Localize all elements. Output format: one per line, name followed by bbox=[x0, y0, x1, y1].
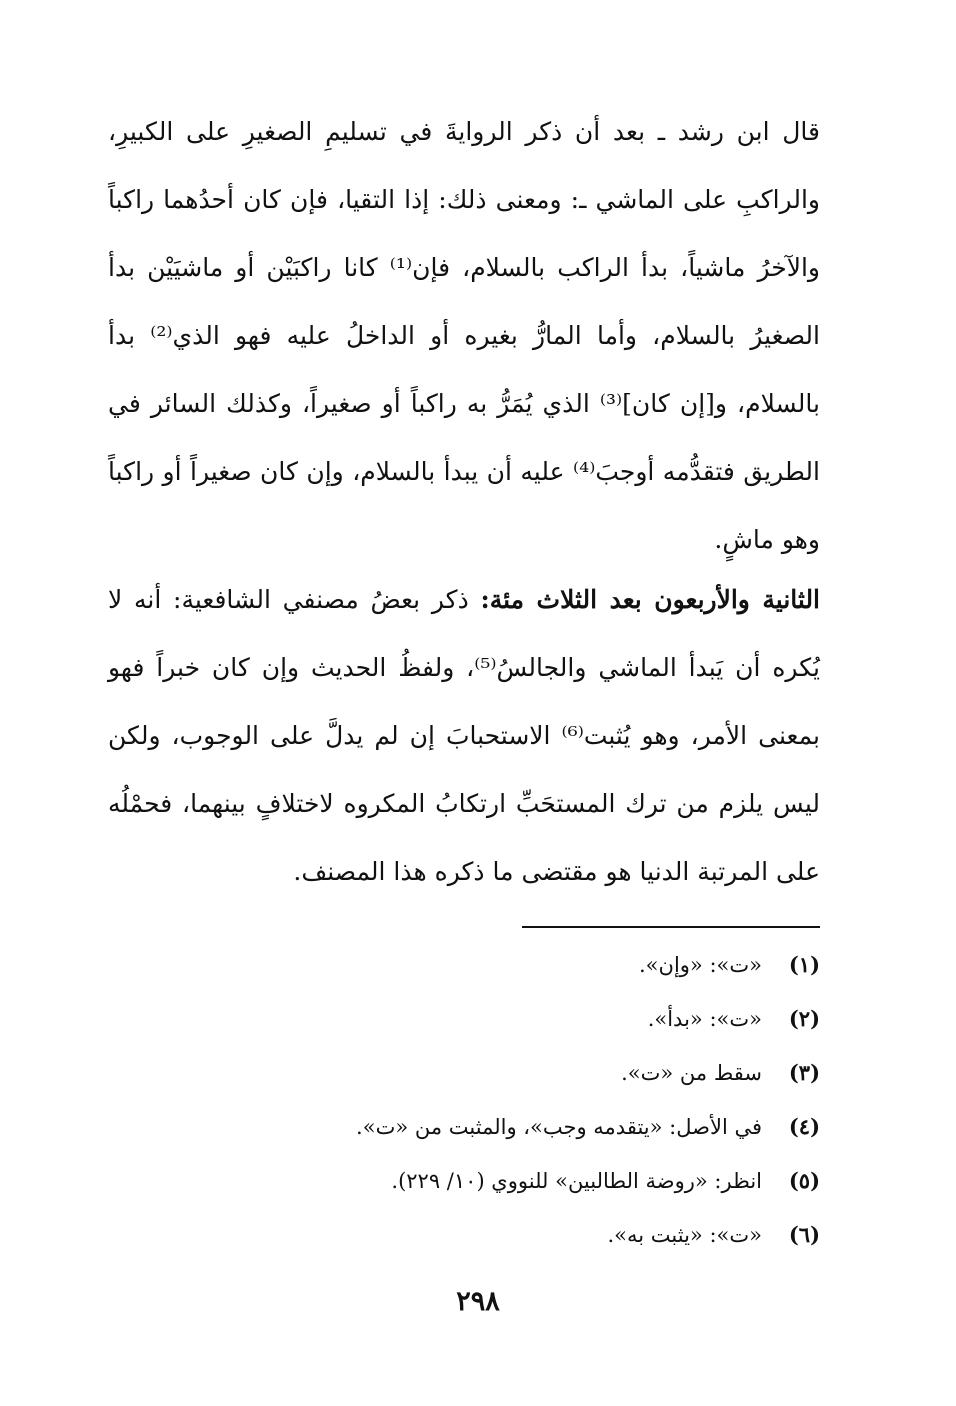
footnotes-list bbox=[120, 938, 820, 1262]
footnote-text: «ت»: «وإن». bbox=[639, 953, 762, 977]
footnote-4 bbox=[120, 1100, 820, 1154]
footnote-6 bbox=[120, 1208, 820, 1262]
footnote-3 bbox=[120, 1046, 820, 1100]
footnote-number: (٤) bbox=[788, 1114, 820, 1139]
footnote-number: (٢) bbox=[788, 1006, 820, 1031]
footnote-separator bbox=[522, 926, 820, 928]
footnote-text: «ت»: «يثبت به». bbox=[607, 1223, 762, 1247]
footnote-text: سقط من «ت». bbox=[621, 1061, 762, 1085]
footnote-text: انظر: «روضة الطالبين» للنووي (١٠/ ٢٢٩). bbox=[391, 1169, 762, 1193]
footnote-text: «ت»: «بدأ». bbox=[647, 1007, 762, 1031]
footnote-number: (٦) bbox=[788, 1222, 820, 1247]
paragraph-2-lead: الثانية والأربعون بعد الثلاث مئة: bbox=[480, 585, 821, 614]
footnote-1 bbox=[120, 938, 820, 992]
footnote-text: في الأصل: «يتقدمه وجب»، والمثبت من «ت». bbox=[356, 1115, 762, 1139]
paragraph-2-text: ذكر بعضُ مصنفي الشافعية: أنه لا يُكره أن يَبدأ الماشي والجالسُ⁽⁵⁾، ولفظُ الحديث وإن كان خبراً فهو بمعنى الأمر، وهو يُثبت⁽⁶⁾ الاستحبابَ إن لم يدلَّ على الوجوب، ولكن ليس يلزم من ترك المستحَبِّ ارتكابُ المكروه لاختلافٍ بينهما، فحمْلُه على المرتبة الدنيا هو مقتضى ما ذكره هذا المصنف. bbox=[108, 585, 820, 886]
footnote-2 bbox=[120, 992, 820, 1046]
body-paragraph-1 bbox=[108, 98, 820, 574]
body-paragraph-2 bbox=[108, 566, 820, 906]
footnote-5 bbox=[120, 1154, 820, 1208]
page-number: ٢٩٨ bbox=[456, 1286, 500, 1317]
footnote-number: (١) bbox=[788, 952, 820, 977]
footnote-number: (٥) bbox=[788, 1168, 820, 1193]
paragraph-1-text: قال ابن رشد ـ بعد أن ذكر الروايةَ في تسليمِ الصغيرِ على الكبيرِ، والراكبِ على الماشي ـ: ومعنى ذلك: إذا التقيا، فإن كان أحدُهما راكباً والآخرُ ماشياً، بدأ الراكب بالسلام، فإن⁽¹⁾ كانا راكبَيْن أو ماشيَيْن بدأ الصغيرُ بالسلام، وأما المارُّ بغيره أو الداخلُ عليه فهو الذي⁽²⁾ بدأ بالسلام، و[إن كان]⁽³⁾ الذي يُمَرُّ به راكباً أو صغيراً، وكذلك السائر في الطريق فتقدُّمه أوجبَ⁽⁴⁾ عليه أن يبدأ بالسلام، وإن كان صغيراً أو راكباً وهو ماشٍ. bbox=[108, 117, 821, 554]
footnote-number: (٣) bbox=[788, 1060, 820, 1085]
